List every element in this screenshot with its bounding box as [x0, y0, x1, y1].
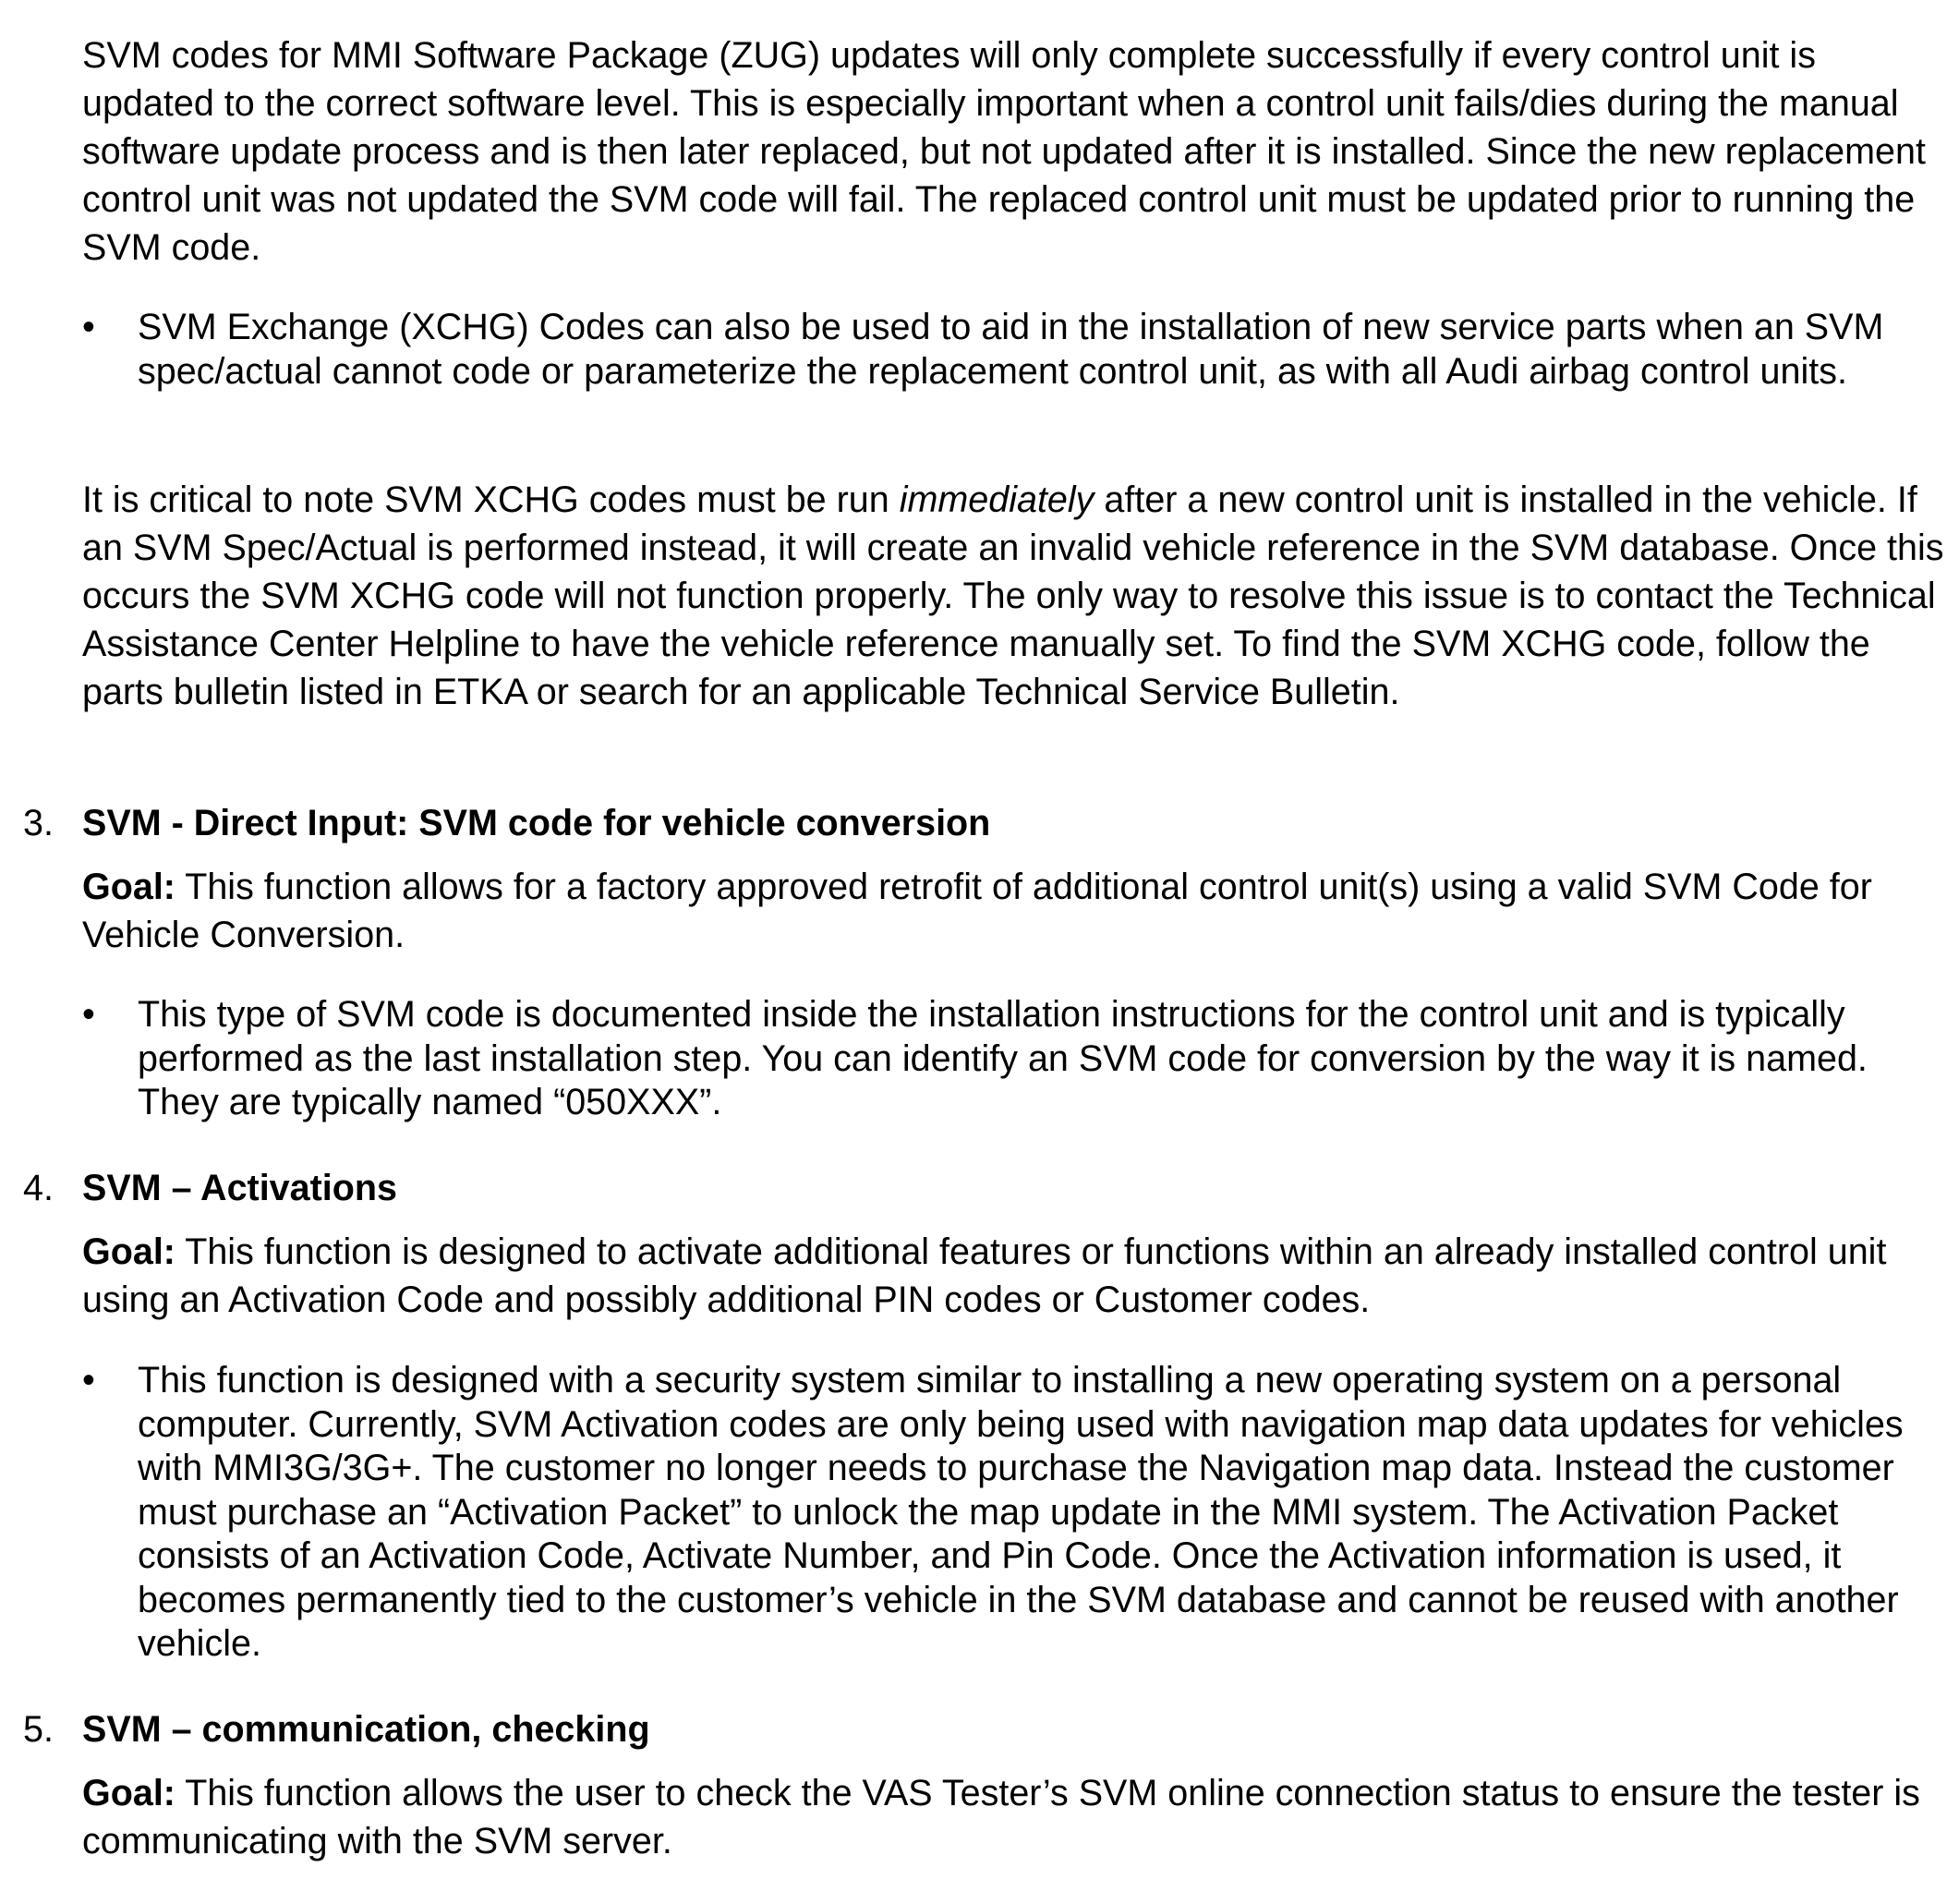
goal-text: This function allows for a factory approved retrofit of additional control unit(s) using a valid SVM Code for Vehicle Conversion. [82, 867, 1872, 955]
critical-paragraph [82, 476, 1957, 716]
bullet-icon: • [82, 994, 95, 1035]
section-number: 5. [23, 1709, 54, 1750]
section-number: 3. [23, 803, 54, 843]
section-5-goal [82, 1769, 1948, 1865]
goal-text: This function is designed to activate additional features or functions within an already installed control unit using an Activation Code and possibly additional PIN codes or Customer codes. [82, 1231, 1887, 1320]
section-title: SVM - Direct Input: SVM code for vehicle conversion [82, 803, 991, 843]
bullet-icon: • [82, 1360, 95, 1401]
critical-text-start: It is critical to note SVM XCHG codes must be run [82, 479, 900, 520]
goal-label: Goal: [82, 1231, 175, 1272]
intro-paragraph: SVM codes for MMI Software Package (ZUG) updates will only complete successfully if every control unit is updated to the correct software level. This is especially important when a control unit fails/dies during the manual software update process and is then later replaced, but not updated after it is installed. Since the new replacement control unit was not updated the SVM code will fail. The replaced control unit must be updated prior to running the SVM code. [82, 35, 1926, 268]
critical-emphasis: immediately [899, 479, 1094, 520]
xchg-bullet-text: SVM Exchange (XCHG) Codes can also be used to aid in the installation of new service parts when an SVM spec/actual cannot code or parameterize the replacement control unit, as with all Audi airbag control units. [138, 307, 1884, 392]
section-3-bullet-text: This type of SVM code is documented inside the installation instructions for the control unit and is typically performed as the last installation step. You can identify an SVM code for conversion by the way it is named. They are typically named “050XXX”. [138, 994, 1868, 1122]
goal-label: Goal: [82, 1773, 175, 1813]
section-4-goal [82, 1228, 1953, 1324]
bullet-icon: • [82, 307, 95, 347]
section-4-bullet-text: This function is designed with a security system similar to installing a new operating system on a personal computer. Currently, SVM Activation codes are only being used with navigation map data updates for vehicles with MMI3G/3G+. The customer no longer needs to purchase the Navigation map data. Instead the customer must purchase an “Activation Packet” to unlock the map update in the MMI system. The Activation Packet consists of an Activation Code, Activate Number, and Pin Code. Once the Activation information is used, it becomes permanently tied to the customer’s vehicle in the SVM database and cannot be reused with another vehicle. [138, 1360, 1904, 1664]
section-number: 4. [23, 1168, 54, 1208]
goal-text: This function allows the user to check the VAS Tester’s SVM online connection status to ensure the tester is communicating with the SVM server. [82, 1773, 1920, 1862]
section-title: SVM – communication, checking [82, 1709, 650, 1750]
goal-label: Goal: [82, 867, 175, 907]
critical-text-end: after a new control unit is installed in the vehicle. If an SVM Spec/Actual is performed instead, it will create an invalid vehicle reference in the SVM database. Once this occurs the SVM XCHG code will not function properly. The only way to resolve this issue is to contact the Technical Assistance Center Helpline to have the vehicle reference manually set. To find the SVM XCHG code, follow the parts bulletin listed in ETKA or search for an applicable Technical Service Bulletin. [82, 479, 1944, 712]
section-3-goal [82, 863, 1948, 959]
section-title: SVM – Activations [82, 1168, 397, 1208]
